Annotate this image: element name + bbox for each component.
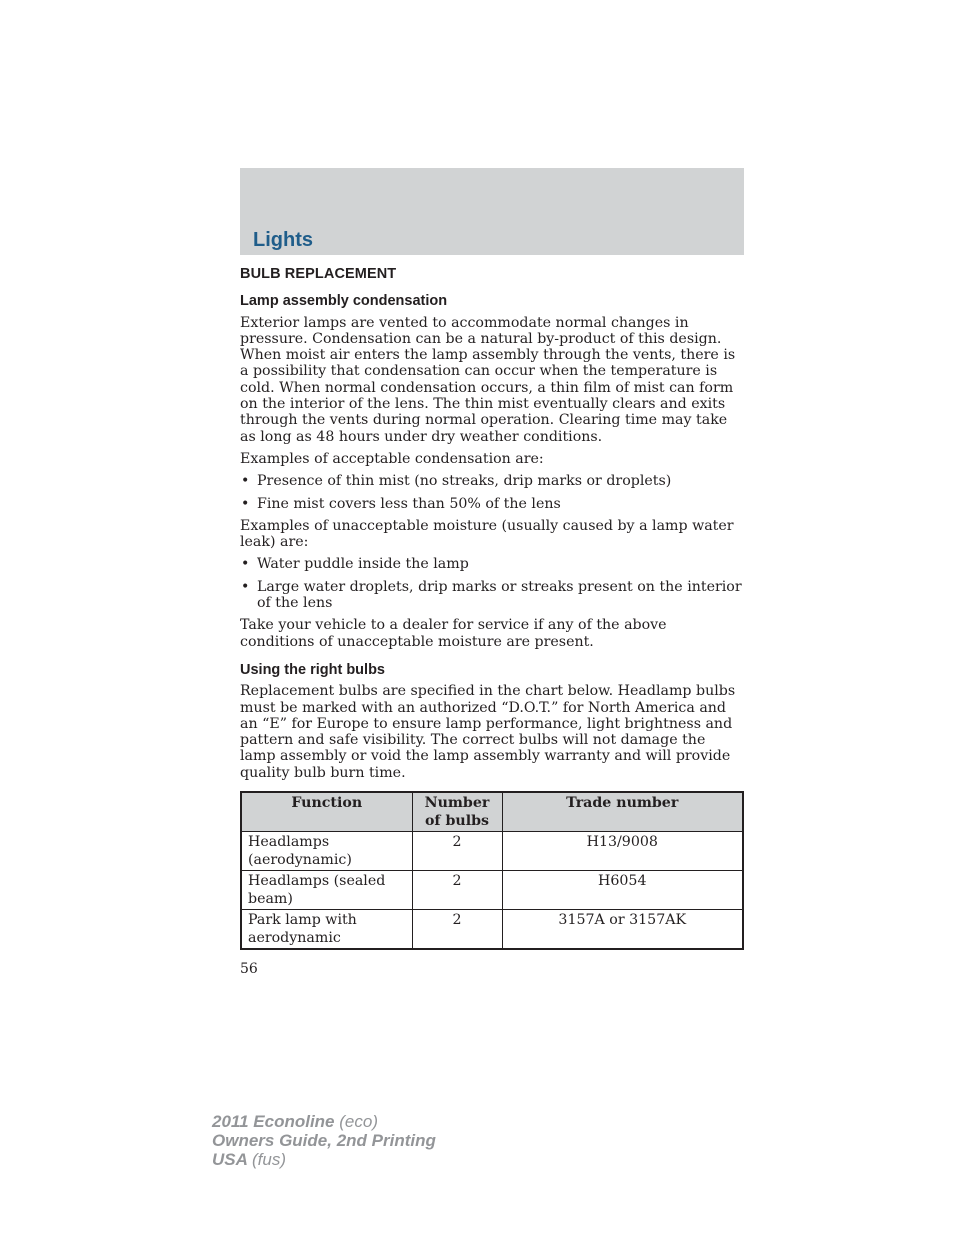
bullet-icon: •: [241, 495, 250, 512]
list-item: [240, 579, 744, 612]
bulb-table: [240, 791, 744, 950]
footer-region-code: (fus): [252, 1150, 286, 1169]
cell-count: 2: [412, 832, 502, 871]
unacceptable-list: [240, 556, 744, 611]
document-footer: [212, 1112, 436, 1169]
cell-function: Headlamps (sealed beam): [241, 871, 412, 910]
bullet-icon: •: [241, 556, 250, 573]
right-bulbs-heading: Using the right bulbs: [240, 661, 385, 678]
cell-trade: H13/9008: [502, 832, 743, 871]
cell-trade: H6054: [502, 871, 743, 910]
table-row: [241, 871, 743, 910]
list-item: [240, 496, 744, 512]
page-content: [240, 266, 744, 950]
footer-line-region: [212, 1150, 436, 1169]
column-header-number: Number of bulbs: [412, 792, 502, 832]
cell-count: 2: [412, 910, 502, 950]
section-header-band: [240, 168, 744, 255]
column-header-trade: Trade number: [502, 792, 743, 832]
list-item: [240, 473, 744, 489]
table-header-row: [241, 792, 743, 832]
section-header-title: Lights: [253, 229, 313, 251]
list-item-text: Large water droplets, drip marks or streaks present on the interior of the lens: [257, 578, 742, 612]
list-item-text: Fine mist covers less than 50% of the lens: [257, 495, 561, 512]
condensation-heading: Lamp assembly condensation: [240, 293, 448, 310]
footer-region: USA: [212, 1150, 248, 1169]
right-bulbs-paragraph: Replacement bulbs are specified in the chart below. Headlamp bulbs must be marked with an authorized “D.O.T.” for North America and an “E” for Europe to ensure lamp performance, light brightness and pattern and safe visibility. The correct bulbs will not damage the lamp assembly or void the lamp assembly warranty and will provide quality bulb burn time.: [240, 683, 736, 781]
column-header-function: Function: [241, 792, 412, 832]
bullet-icon: •: [241, 578, 250, 595]
page-number: 56: [240, 961, 258, 977]
dealer-note: Take your vehicle to a dealer for service if any of the above conditions of unacceptable moisture are present.: [240, 617, 667, 650]
cell-trade: 3157A or 3157AK: [502, 910, 743, 950]
table-row: [241, 832, 743, 871]
cell-function: Park lamp with aerodynamic: [241, 910, 412, 950]
acceptable-list: [240, 473, 744, 512]
cell-count: 2: [412, 871, 502, 910]
condensation-paragraph: Exterior lamps are vented to accommodate normal changes in pressure. Condensation can be a natural by-product of this design. When moist air enters the lamp assembly through the vents, there is a possibility that condensation can occur when the temperature is cold. When normal condensation occurs, a thin film of mist can form on the interior of the lens. The thin mist eventually clears and exits through the vents during normal operation. Clearing time may take as long as 48 hours under dry weather conditions.: [240, 314, 736, 445]
list-item-text: Presence of thin mist (no streaks, drip marks or droplets): [257, 473, 672, 490]
footer-model-code: (eco): [339, 1112, 378, 1131]
footer-model: 2011 Econoline: [212, 1112, 335, 1131]
bullet-icon: •: [241, 473, 250, 490]
acceptable-intro: Examples of acceptable condensation are:: [240, 450, 544, 467]
footer-line-model: [212, 1112, 436, 1131]
list-item: [240, 556, 744, 572]
section-title: BULB REPLACEMENT: [240, 266, 397, 282]
footer-line-guide: Owners Guide, 2nd Printing: [212, 1131, 436, 1150]
cell-function: Headlamps (aerodynamic): [241, 832, 412, 871]
table-row: [241, 910, 743, 950]
unacceptable-intro: Examples of unacceptable moisture (usually caused by a lamp water leak) are:: [240, 517, 734, 551]
list-item-text: Water puddle inside the lamp: [257, 556, 469, 573]
